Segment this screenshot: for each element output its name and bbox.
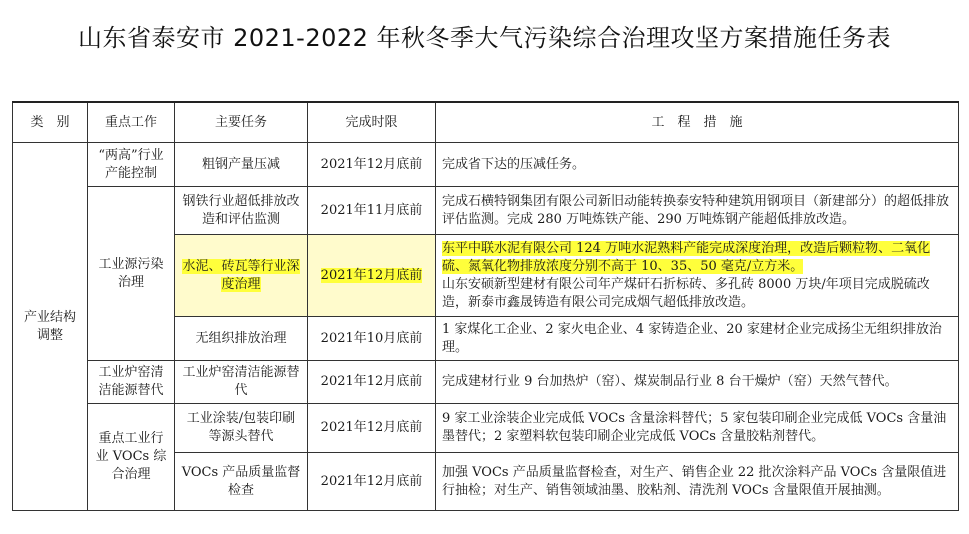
category-cell <box>13 143 88 511</box>
deadline-cell: 2021年11月底前 <box>308 187 436 235</box>
focus-cell <box>88 143 175 187</box>
measures-cell: 1 家煤化工企业、2 家火电企业、4 家铸造企业、20 家建材企业完成扬尘无组织排放治理。 <box>436 317 959 361</box>
measures-cell: 完成省下达的压减任务。 <box>436 143 959 187</box>
focus-cell <box>88 404 175 511</box>
header-task: 主要任务 <box>175 102 308 143</box>
task-cell: 工业炉窑清洁能源替代 <box>175 361 308 404</box>
deadline-highlight: 2021年12月底前 <box>320 267 423 283</box>
task-cell: 粗钢产量压减 <box>175 143 308 187</box>
measures-cell <box>436 235 959 317</box>
header-measures: 工 程 措 施 <box>436 102 959 143</box>
task-cell: 工业涂装/包装印刷等源头替代 <box>175 404 308 453</box>
focus-label: 工业炉窑清洁能源替代 <box>98 365 164 398</box>
task-cell <box>175 235 308 317</box>
focus-label: 工业源污染治理 <box>98 256 164 290</box>
deadline-cell: 2021年10月底前 <box>308 317 436 361</box>
header-category: 类 别 <box>13 102 88 143</box>
focus-cell <box>88 361 175 404</box>
measures-text: 山东安硕新型建材有限公司年产煤矸石折标砖、多孔砖 8000 万块/年项目完成脱硫改造，新泰市鑫晟铸造有限公司完成烟气超低排放改造。 <box>442 276 930 310</box>
header-deadline: 完成时限 <box>308 102 436 143</box>
focus-cell <box>88 187 175 361</box>
table-row <box>13 361 959 404</box>
table-row <box>13 187 959 235</box>
header-focus: 重点工作 <box>88 102 175 143</box>
deadline-cell: 2021年12月底前 <box>308 361 436 404</box>
deadline-cell: 2021年12月底前 <box>308 143 436 187</box>
table-header-row <box>13 102 959 143</box>
measures-cell: 加强 VOCs 产品质量监督检查，对生产、销售企业 22 批次涂料产品 VOCs 含量限值进行抽检；对生产、销售领域油墨、胶粘剂、清洗剂 VOCs 含量限值开展抽测。 <box>436 453 959 511</box>
table-row <box>13 404 959 453</box>
measures-highlight: 东平中联水泥有限公司 124 万吨水泥熟料产能完成深度治理，改造后颗粒物、二氧化硫、氮氧化物排放浓度分别不高于 10、35、50 毫克/立方米。 <box>442 240 931 274</box>
deadline-cell: 2021年12月底前 <box>308 404 436 453</box>
focus-label: 重点工业行业 VOCs 综合治理 <box>95 431 167 482</box>
task-cell: VOCs 产品质量监督检查 <box>175 453 308 511</box>
document-title: 山东省泰安市 2021-2022 年秋冬季大气污染综合治理攻坚方案措施任务表 <box>77 24 892 52</box>
category-label: 产业结构调整 <box>23 309 76 343</box>
measures-cell: 9 家工业涂装企业完成低 VOCs 含量涂料替代；5 家包装印刷企业完成低 VOCs 含量油墨替代；2 家塑料软包装印刷企业完成低 VOCs 含量胶粘剂替代。 <box>436 404 959 453</box>
task-table <box>12 101 959 511</box>
task-cell: 钢铁行业超低排放改造和评估监测 <box>175 187 308 235</box>
focus-label: “两高”行业产能控制 <box>98 147 164 181</box>
task-cell: 无组织排放治理 <box>175 317 308 361</box>
deadline-cell: 2021年12月底前 <box>308 453 436 511</box>
measures-cell: 完成建材行业 9 台加热炉（窑）、煤炭制品行业 8 台干燥炉（窑）天然气替代。 <box>436 361 959 404</box>
measures-cell: 完成石横特钢集团有限公司新旧动能转换泰安特种建筑用钢项目（新建部分）的超低排放评估监测。完成 280 万吨炼铁产能、290 万吨炼钢产能超低排放改造。 <box>436 187 959 235</box>
task-highlight: 水泥、砖瓦等行业深度治理 <box>182 258 300 292</box>
deadline-cell <box>308 235 436 317</box>
table-row <box>13 143 959 187</box>
